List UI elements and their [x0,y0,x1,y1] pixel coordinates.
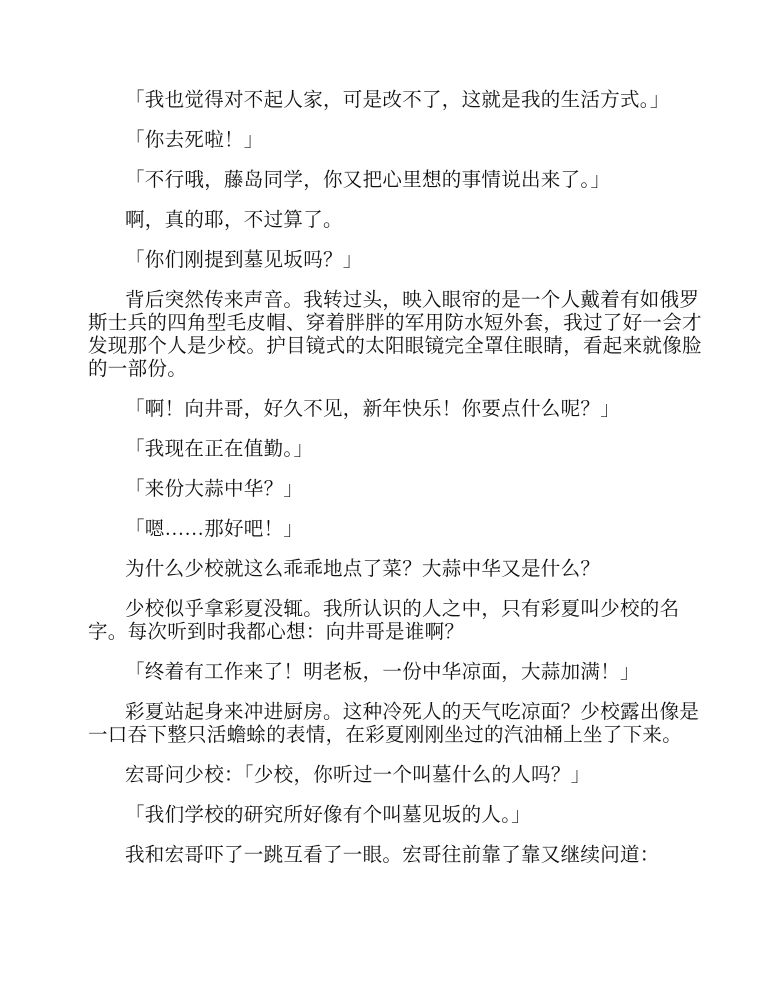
text-line: 「我也觉得对不起人家，可是改不了，这就是我的生活方式。」 [125,90,670,111]
paragraph [88,249,698,272]
text-line: 彩夏站起身来冲进厨房。这种冷死人的天气吃凉面？少校露出像是 [125,702,700,723]
paragraph [88,169,698,192]
text-block [88,89,702,884]
text-line: 「你去死啦！」 [125,130,264,151]
text-line: 「啊！向井哥，好久不见，新年快乐！你要点什么呢？」 [125,399,621,420]
paragraph [88,661,698,684]
text-line: 啊，真的耶，不过算了。 [125,210,343,231]
paragraph [88,438,698,461]
text-line: 我和宏哥吓了一跳互看了一眼。宏哥往前靠了靠又继续问道： [125,845,660,866]
paragraph [88,764,698,787]
paragraph [88,89,698,112]
text-line: 的一部份。 [88,359,188,380]
paragraph [88,844,698,867]
text-line: 「我现在正在值勤。」 [125,439,314,460]
text-line: 宏哥问少校：「少校，你听过一个叫墓什么的人吗？」 [125,765,591,786]
paragraph [88,398,698,421]
text-line: 一口吞下整只活蟾蜍的表情，在彩夏刚刚坐过的汽油桶上坐了下来。 [88,725,683,746]
paragraph [88,701,698,747]
paragraph [88,518,698,541]
text-line: 少校似乎拿彩夏没辄。我所认识的人之中，只有彩夏叫少校的名 [125,599,680,620]
paragraph [88,804,698,827]
text-line: 「嗯……那好吧！」 [125,519,304,540]
paragraph [88,558,698,581]
paragraph [88,478,698,501]
text-line: 「你们刚提到墓见坂吗？」 [125,250,363,271]
text-line: 斯士兵的四角型毛皮帽、穿着胖胖的军用防水短外套，我过了好一会才 [88,313,702,334]
text-line: 「我们学校的研究所好像有个叫墓见坂的人。」 [125,805,532,826]
paragraph [88,598,698,644]
paragraph [88,129,698,152]
text-line: 为什么少校就这么乖乖地点了菜？大蒜中华又是什么？ [125,559,601,580]
text-line: 「来份大蒜中华？」 [125,479,304,500]
text-line: 「终着有工作来了！明老板，一份中华凉面，大蒜加满！」 [125,662,640,683]
paragraph [88,289,702,381]
paragraph [88,209,698,232]
text-line: 字。每次听到时我都心想：向井哥是谁啊？ [88,622,465,643]
text-line: 发现那个人是少校。护目镜式的太阳眼镜完全罩住眼睛，看起来就像脸 [88,336,702,357]
text-line: 「不行哦，藤岛同学，你又把心里想的事情说出来了。」 [125,170,611,191]
text-line: 背后突然传来声音。我转过头，映入眼帘的是一个人戴着有如俄罗 [125,290,700,311]
